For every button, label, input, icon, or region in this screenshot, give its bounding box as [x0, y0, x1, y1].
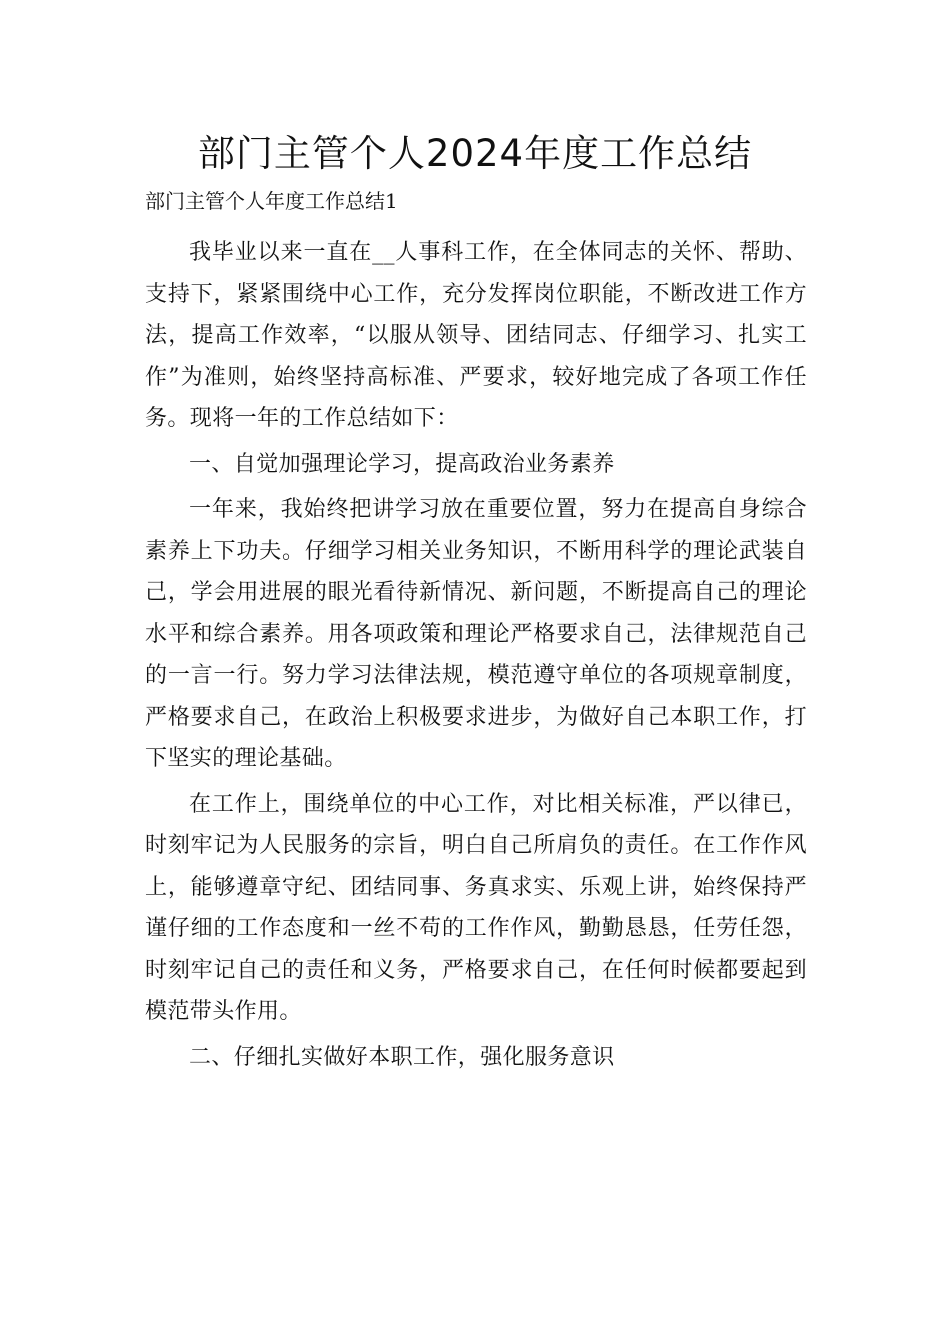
section-heading-1: 一、自觉加强理论学习，提高政治业务素养 [189, 451, 615, 477]
paragraph-work-style: 在工作上，围绕单位的中心工作，对比相关标准，严以律已，时刻牢记为人民服务的宗旨，明白自己所肩负的责任。在工作作风上，能够遵章守纪、团结同事、务真求实、乐观上讲，始终保持严谨仔细的工作态度和一丝不苟的工作作风，勤勤恳恳，任劳任怨，时刻牢记自己的责任和义务，严格要求自己，在任何时候都要起到模范带头作用。 [145, 791, 807, 1024]
paragraph-study: 一年来，我始终把讲学习放在重要位置，努力在提高自身综合素养上下功夫。仔细学习相关业务知识，不断用科学的理论武装自己，学会用进展的眼光看待新情况、新问题，不断提高自己的理论水平和综合素养。用各项政策和理论严格要求自己，法律规范自己的一言一行。努力学习法律法规，模范遵守单位的各项规章制度，严格要求自己，在政治上积极要求进步，为做好自己本职工作，打下坚实的理论基础。 [145, 497, 807, 771]
document-subtitle: 部门主管个人年度工作总结1 [145, 189, 398, 213]
section-heading-2: 二、仔细扎实做好本职工作，强化服务意识 [189, 1044, 615, 1070]
document-body [145, 232, 807, 1082]
document-title: 部门主管个人2024年度工作总结 [197, 132, 753, 175]
paragraph-intro: 我毕业以来一直在__人事科工作，在全体同志的关怀、帮助、支持下，紧紧围绕中心工作，充分发挥岗位职能，不断改进工作方法，提高工作效率，“以服从领导、团结同志、仔细学习、扎实工作”为准则，始终坚持高标准、严要求，较好地完成了各项工作任务。现将一年的工作总结如下： [145, 240, 807, 431]
